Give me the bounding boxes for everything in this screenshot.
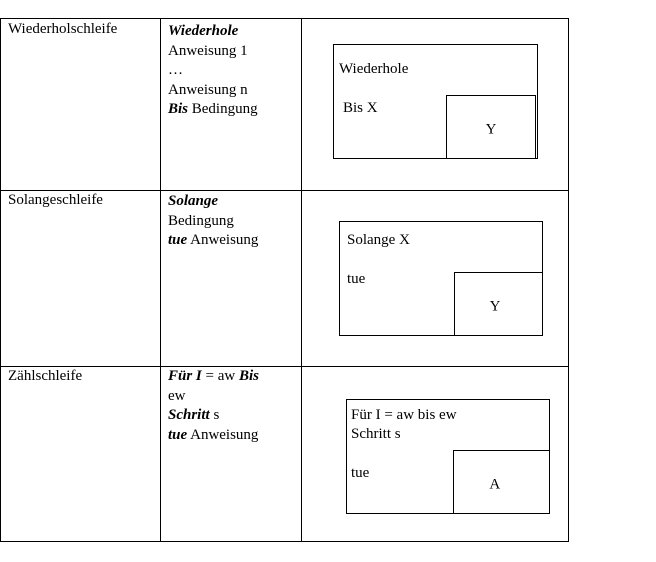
- syntax-text: s: [213, 407, 220, 423]
- syntax-line: [168, 100, 258, 120]
- table-border-right: [568, 18, 569, 542]
- syntax-text: Bedingung: [191, 101, 258, 117]
- structogram-body-box: [454, 272, 543, 336]
- syntax-keyword: tue: [168, 426, 188, 443]
- structogram-label: tue: [347, 271, 366, 287]
- structogram-body-label: Y: [485, 121, 497, 138]
- structogram-body-box: [453, 450, 550, 514]
- structogram-label: Solange X: [347, 232, 410, 248]
- syntax-text: Anweisung: [190, 232, 259, 248]
- loop-name-cell: [8, 20, 117, 40]
- column-divider-1: [160, 18, 161, 542]
- structogram-for: [346, 399, 550, 514]
- table-border-top: [0, 18, 569, 19]
- structogram-while: [339, 221, 543, 336]
- loop-name-cell: [8, 367, 82, 387]
- syntax-line: Bedingung: [168, 212, 234, 229]
- syntax-text: = aw: [205, 368, 236, 384]
- table-border-left: [0, 18, 1, 542]
- syntax-keyword: Für I: [168, 368, 202, 384]
- structogram-label: tue: [351, 465, 370, 481]
- syntax-keyword: Bis: [238, 368, 259, 384]
- structogram-label: Für I = aw bis ew: [351, 407, 457, 423]
- loop-name: Zählschleife: [8, 368, 83, 384]
- syntax-line: Anweisung n: [168, 81, 248, 98]
- syntax-keyword: Wiederhole: [168, 23, 239, 39]
- structogram-repeat: [333, 44, 538, 159]
- row-divider-2: [0, 366, 569, 367]
- syntax-cell: [168, 22, 258, 120]
- syntax-keyword: Schritt: [168, 407, 210, 423]
- structogram-body-label: Y: [489, 298, 501, 315]
- table-border-bottom: [0, 541, 569, 542]
- syntax-line: ew: [168, 387, 186, 404]
- syntax-cell: [168, 367, 259, 445]
- loop-name: Solangeschleife: [8, 192, 103, 208]
- syntax-text: Anweisung: [190, 426, 259, 443]
- structogram-label: Bis X: [343, 100, 378, 116]
- structogram-body-label: A: [489, 476, 501, 493]
- column-divider-2: [301, 18, 302, 542]
- syntax-ellipsis: …: [168, 62, 183, 78]
- syntax-cell: [168, 192, 258, 251]
- structogram-label: Wiederhole: [339, 61, 409, 77]
- structogram-body-box: [446, 95, 536, 159]
- syntax-keyword: Bis: [168, 101, 189, 117]
- syntax-keyword: tue: [168, 232, 188, 248]
- loop-name-cell: [8, 191, 103, 211]
- syntax-line: Anweisung 1: [168, 42, 248, 59]
- loop-name: Wiederholschleife: [8, 21, 118, 37]
- structogram-label: Schritt s: [351, 426, 401, 442]
- syntax-keyword: Solange: [168, 193, 219, 209]
